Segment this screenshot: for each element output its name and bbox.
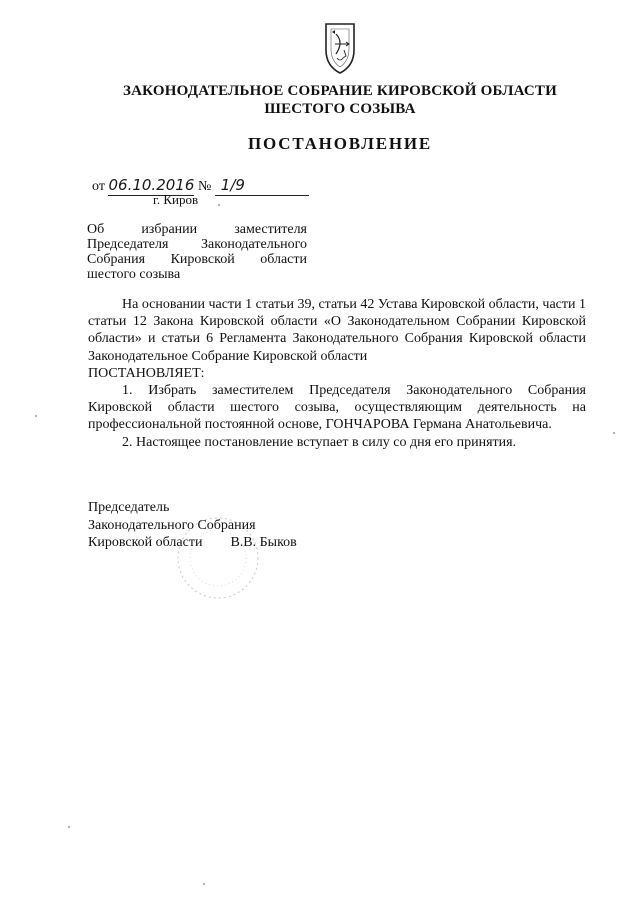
scan-speck xyxy=(218,204,220,206)
resolution-item-1: 1. Избрать заместителем Председателя Законодательного Собрания Кировской области шестого созыва, осуществляющим деятельность на профессиональной постоянной основе, ГОНЧАРОВА Германа Анатольевича. xyxy=(88,383,586,433)
convocation: ШЕСТОГО СОЗЫВА xyxy=(264,101,416,117)
scan-speck xyxy=(613,432,615,434)
kirov-coat-of-arms-icon xyxy=(318,20,362,76)
number-prefix: № xyxy=(197,179,212,194)
document-number xyxy=(215,176,309,196)
document-body xyxy=(88,296,586,451)
registration-line xyxy=(92,176,309,196)
document-subject: Об избрании заместителя Председателя Законодательного Собрания Кировской области шестого созыва xyxy=(87,222,307,282)
document-number-value: 1/9 xyxy=(220,176,245,194)
document-type-title: ПОСТАНОВЛЕНИЕ xyxy=(247,134,433,153)
organization-name: ЗАКОНОДАТЕЛЬНОЕ СОБРАНИЕ КИРОВСКОЙ ОБЛАСТИ xyxy=(122,83,557,99)
scan-speck xyxy=(35,415,37,417)
scan-speck xyxy=(68,826,70,828)
signatory-title-line2: Законодательного Собрания xyxy=(88,517,256,533)
signatory-title-line1: Председатель xyxy=(88,500,170,515)
signatory-name: В.В. Быков xyxy=(230,535,297,550)
signatory-title-line3 xyxy=(88,534,297,552)
city: г. Киров xyxy=(153,192,199,207)
signature-block xyxy=(88,499,297,552)
signatory-region: Кировской области xyxy=(88,535,203,550)
date-prefix: от xyxy=(92,179,105,194)
resolution-item-2: 2. Настоящее постановление вступает в силу со дня его принятия. xyxy=(122,434,517,450)
resolves-word: ПОСТАНОВЛЯЕТ: xyxy=(88,365,205,381)
preamble-paragraph: На основании части 1 статьи 39, статьи 42 Устава Кировской области, части 1 статьи 12 Закона Кировской области «О Законодательном Собрании Кировской области» и статьи 6 Регламента Законодательного Собрания Кировской области Законодательное Собрание Кировской области xyxy=(88,297,586,364)
scan-speck xyxy=(203,883,205,885)
document-date-value: 06.10.2016 xyxy=(108,176,195,194)
